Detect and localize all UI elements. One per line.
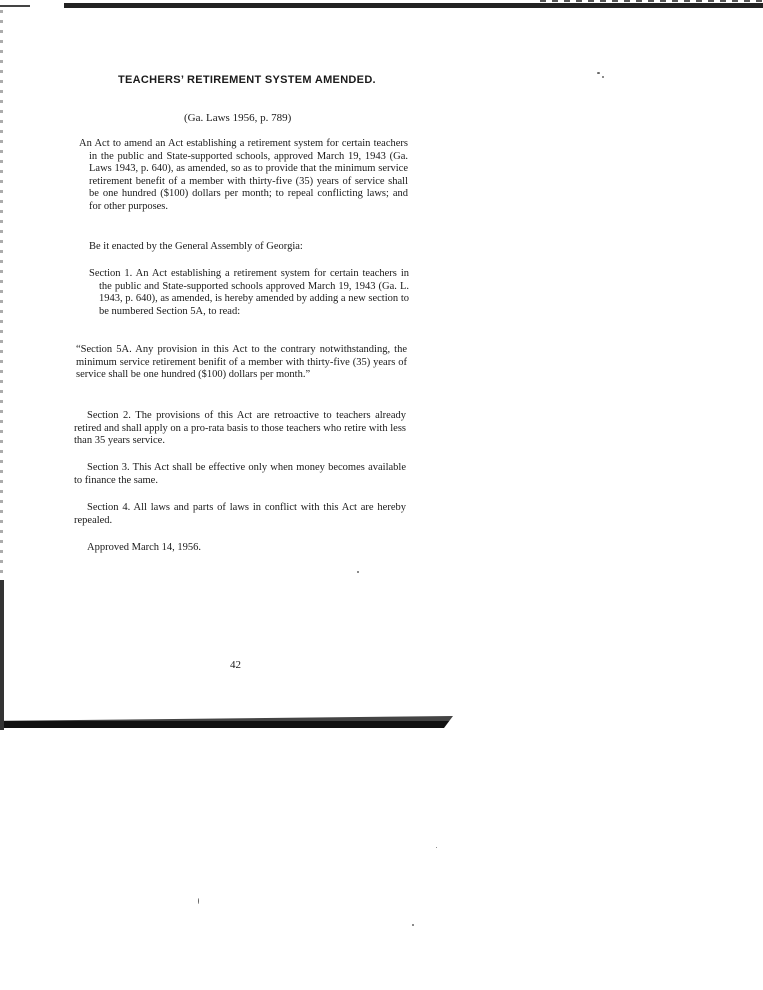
section-5a-paragraph: “Section 5A. Any provision in this Act to the contrary notwithstanding, the minimum service retirement benifit of a member with thirty-five (35) years of service shall be one hundred ($100) dollars per month.” (76, 344, 407, 381)
act-intro-paragraph (79, 138, 408, 214)
act-intro-text: An Act to amend an Act establishing a retirement system for certain teachers in the public and State-supported schools, approved March 19, 1943 (Ga. Laws 1943, p. 640), as amended, so as to provide that the minimum service retirement benefit of a member with thirty-five (35) years of service shall be one hundred ($100) dollars per month; to repeal conflicting laws; and for other purposes. (79, 138, 408, 212)
section-4-paragraph: Section 4. All laws and parts of laws in conflict with this Act are hereby repealed. (74, 502, 406, 526)
law-citation: (Ga. Laws 1956, p. 789) (184, 112, 292, 124)
approval-date: Approved March 14, 1956. (87, 542, 202, 553)
section-3-paragraph: Section 3. This Act shall be effective only when money becomes available to finance the same. (74, 462, 406, 486)
enacting-clause: Be it enacted by the General Assembly of Georgia: (89, 241, 303, 252)
page-number: 42 (230, 659, 241, 671)
section-1-paragraph (89, 268, 409, 318)
document-title: TEACHERS’ RETIREMENT SYSTEM AMENDED. (118, 74, 376, 86)
section-1-text: Section 1. An Act establishing a retirement system for certain teachers in the public and State-supported schools approved March 19, 1943 (Ga. L. 1943, p. 640), as amended, is hereby amended by adding a new section to be numbered Section 5A, to read: (89, 268, 409, 317)
section-2-paragraph: Section 2. The provisions of this Act are retroactive to teachers already retired and shall apply on a pro-rata basis to those teachers who retire with less than 35 years service. (74, 410, 406, 447)
